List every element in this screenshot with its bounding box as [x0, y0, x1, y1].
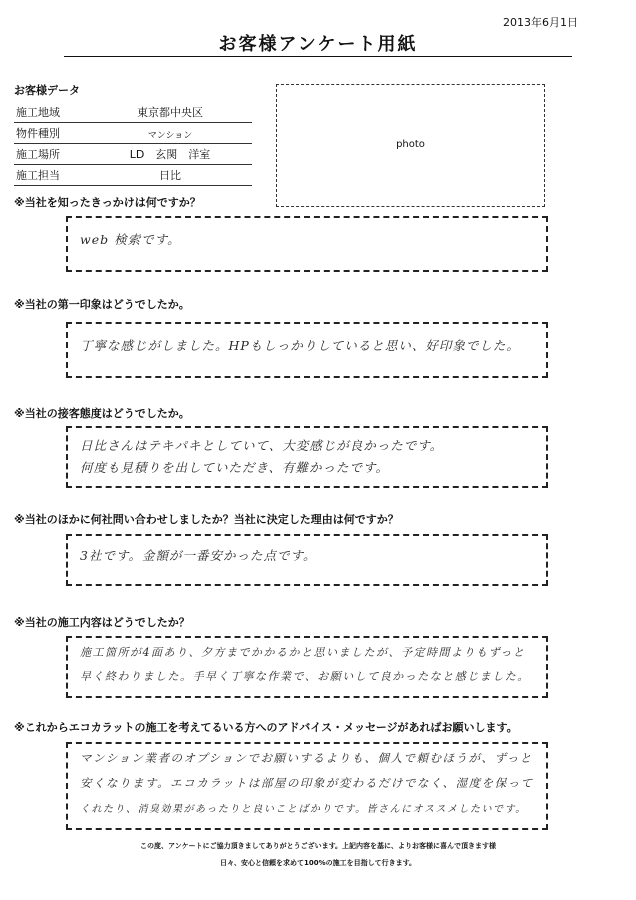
- customer-row-property-type: [14, 125, 252, 144]
- answer-box-4: [66, 534, 548, 586]
- survey-date: 2013年6月1日: [503, 16, 578, 29]
- photo-label: photo: [396, 139, 425, 150]
- answer-5-line-1: 施工箇所が4面あり、夕方までかかるかと思いましたが、予定時間よりもずっと: [80, 646, 526, 659]
- answer-box-6: [66, 742, 548, 830]
- photo-placeholder: [276, 84, 545, 207]
- customer-row-location: [14, 146, 252, 165]
- property-type-label: 物件種別: [16, 127, 60, 140]
- answer-2-line-1: 丁寧な感じがしました。HPもしっかりしていると思い、好印象でした。: [80, 338, 520, 353]
- customer-row-staff: [14, 167, 252, 186]
- answer-6-line-3: くれたり、消臭効果があったりと良いことばかりです。皆さんにオススメしたいです。: [80, 804, 527, 815]
- area-value: 東京都中央区: [137, 106, 203, 119]
- answer-box-5: [66, 636, 548, 698]
- question-5: ※当社の施工内容はどうでしたか？: [14, 616, 190, 629]
- answer-box-1: [66, 216, 548, 272]
- answer-5-line-2: 早く終わりました。手早く丁寧な作業で、お願いして良かったなと感じました。: [80, 670, 530, 683]
- question-6: ※これからエコカラットの施工を考えてるいる方へのアドバイス・メッセージがあればお願いします。: [14, 721, 518, 734]
- question-1: ※当社を知ったきっかけは何ですか？: [14, 196, 201, 209]
- answer-box-2: [66, 322, 548, 378]
- footer-line-1: この度、アンケートにご協力頂きましてありがとうございます。上記内容を基に、よりお客様に喜んで頂きます様: [139, 842, 497, 850]
- location-label: 施工場所: [16, 148, 60, 161]
- location-value: LD 玄関 洋室: [129, 148, 211, 161]
- question-4: ※当社のほかに何社問い合わせしましたか？当社に決定した理由は何ですか？: [14, 513, 399, 526]
- property-type-value: マンション: [147, 131, 193, 141]
- answer-6-line-1: マンション業者のオプションでお願いするよりも、個人で頼むほうが、ずっと: [80, 751, 533, 765]
- staff-label: 施工担当: [16, 169, 60, 182]
- footer-line-2: 日々、安心と信頼を求めて100%の施工を目指して行きます。: [219, 859, 417, 867]
- question-3: ※当社の接客態度はどうでしたか。: [14, 407, 190, 420]
- title-underline: [64, 56, 572, 57]
- area-label: 施工地域: [16, 106, 60, 119]
- answer-6-line-2: 安くなります。エコカラットは部屋の印象が変わるだけでなく、湿度を保って: [80, 776, 534, 790]
- question-2: ※当社の第一印象はどうでしたか。: [14, 298, 190, 311]
- answer-box-3: [66, 426, 548, 488]
- answer-4-line-1: 3社です。金額が一番安かった点です。: [80, 548, 317, 563]
- answer-3-line-2: 何度も見積りを出していただき、有難かったです。: [80, 460, 390, 475]
- staff-value: 日比: [159, 169, 181, 182]
- customer-data-heading: お客様データ: [14, 84, 80, 97]
- customer-row-area: [14, 104, 252, 123]
- page-title: お客様アンケート用紙: [218, 34, 418, 55]
- answer-1-line-1: web 検索です。: [80, 232, 181, 247]
- answer-3-line-1: 日比さんはテキパキとしていて、大変感じが良かったです。: [80, 438, 444, 453]
